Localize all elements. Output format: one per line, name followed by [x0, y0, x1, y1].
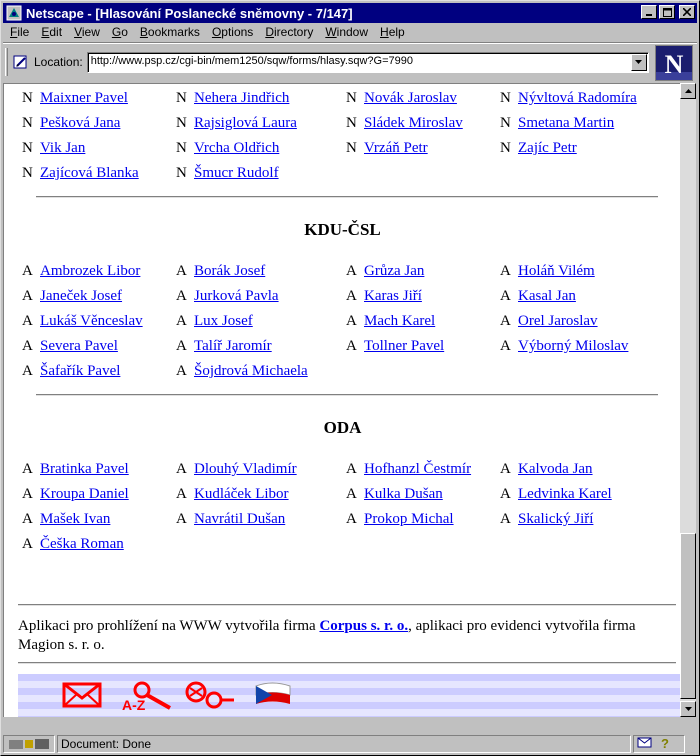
member-entry — [346, 313, 435, 330]
menu-item-label: ile — [17, 25, 30, 39]
member-link[interactable]: Sládek Miroslav — [364, 115, 463, 131]
member-entry — [22, 165, 139, 182]
member-entry — [176, 115, 297, 132]
member-row — [4, 288, 680, 308]
menu-item-accel: D — [265, 25, 274, 39]
member-entry — [22, 115, 120, 132]
vote-mark: A — [22, 461, 33, 477]
member-link[interactable]: Navrátil Dušan — [194, 511, 286, 527]
status-icons-panel — [633, 735, 685, 753]
menu-item-accel: G — [111, 25, 122, 39]
menu-item-label: dit — [49, 25, 63, 39]
member-link[interactable]: Holáň Vilém — [518, 263, 595, 279]
menu-item-accel: E — [41, 25, 50, 39]
vote-mark: A — [346, 338, 357, 354]
member-link[interactable]: Vik Jan — [40, 140, 86, 156]
member-row — [4, 363, 680, 383]
member-row — [4, 536, 680, 556]
member-link[interactable]: Vrzáň Petr — [364, 140, 428, 156]
member-entry — [22, 363, 120, 380]
scroll-down-button[interactable] — [680, 701, 696, 717]
menu-item[interactable] — [105, 25, 133, 39]
vote-mark: N — [346, 90, 357, 106]
member-link[interactable]: Zajícová Blanka — [40, 165, 139, 181]
member-entry — [176, 140, 279, 157]
close-button[interactable] — [679, 5, 695, 19]
menu-item[interactable] — [318, 25, 373, 39]
vote-mark: A — [346, 313, 357, 329]
vote-mark: A — [176, 288, 187, 304]
member-link[interactable]: Češka Roman — [40, 536, 124, 552]
member-link[interactable]: Nehera Jindřich — [194, 90, 290, 106]
vote-mark: N — [22, 140, 33, 156]
member-link[interactable]: Vrcha Oldřich — [194, 140, 280, 156]
member-link[interactable]: Prokop Michal — [364, 511, 454, 527]
member-link[interactable]: Kasal Jan — [518, 288, 576, 304]
member-link[interactable]: Šafařík Pavel — [40, 363, 121, 379]
member-entry — [22, 486, 129, 503]
vote-mark: A — [22, 313, 33, 329]
member-link[interactable]: Pešková Jana — [40, 115, 121, 131]
member-link[interactable]: Výborný Miloslav — [518, 338, 629, 354]
member-row — [4, 115, 680, 135]
mail-status-icon[interactable] — [637, 737, 653, 752]
vote-mark: A — [346, 486, 357, 502]
member-link[interactable]: Talíř Jaromír — [194, 338, 272, 354]
member-entry — [176, 288, 279, 305]
vote-mark: N — [22, 115, 33, 131]
member-link[interactable]: Šmucr Rudolf — [194, 165, 279, 181]
member-entry — [176, 363, 308, 380]
vote-mark: A — [176, 461, 187, 477]
security-key-icon — [7, 737, 51, 751]
member-entry — [500, 115, 614, 132]
member-entry — [346, 461, 471, 478]
member-entry — [176, 263, 265, 280]
window-title: Netscape - [Hlasování Poslanecké sněmovny - 7/147] — [26, 5, 353, 21]
member-link[interactable]: Rajsiglová Laura — [194, 115, 297, 131]
member-entry — [500, 90, 637, 107]
vote-mark: A — [22, 486, 33, 502]
member-entry — [22, 313, 143, 330]
svg-text:A-Z: A-Z — [122, 697, 146, 712]
vote-mark: A — [176, 511, 187, 527]
logo-letter: N — [664, 50, 684, 79]
member-entry — [22, 536, 124, 553]
location-url: http://www.psp.cz/cgi-bin/mem1250/sqw/forms/hlasy.sqw?G=7990 — [90, 54, 414, 67]
help-icon[interactable] — [659, 736, 673, 753]
party-heading: KDU-ČSL — [304, 220, 381, 239]
footer-credits — [18, 617, 658, 655]
vote-mark: N — [176, 140, 187, 156]
vote-mark: A — [500, 313, 511, 329]
member-link[interactable]: Zajíc Petr — [518, 140, 577, 156]
svg-text:?: ? — [661, 735, 669, 750]
vote-mark: A — [500, 486, 511, 502]
member-link[interactable]: Grůza Jan — [364, 263, 425, 279]
vote-mark: A — [500, 263, 511, 279]
member-entry — [500, 486, 612, 503]
member-link[interactable]: Mašek Ivan — [40, 511, 111, 527]
menu-item-label: irectory — [273, 25, 314, 39]
vote-mark: N — [176, 115, 187, 131]
menu-item[interactable] — [373, 25, 410, 39]
vote-mark: A — [346, 511, 357, 527]
vote-mark: A — [500, 288, 511, 304]
member-link[interactable]: Dlouhý Vladimír — [194, 461, 297, 477]
location-label: Location: — [34, 55, 83, 69]
member-link[interactable]: Šojdrová Michaela — [194, 363, 308, 379]
member-row — [4, 165, 680, 185]
member-entry — [346, 115, 463, 132]
vote-mark: A — [176, 313, 187, 329]
menu-item-accel: O — [211, 25, 222, 39]
divider — [36, 196, 658, 198]
member-entry — [500, 263, 595, 280]
location-input[interactable] — [87, 52, 649, 73]
vertical-scrollbar[interactable] — [680, 83, 696, 717]
member-entry — [22, 338, 118, 355]
member-link[interactable]: Jurková Pavla — [194, 288, 279, 304]
menu-item[interactable] — [133, 25, 205, 39]
member-link[interactable]: Skalický Jiří — [518, 511, 594, 527]
divider — [36, 394, 658, 396]
member-entry — [346, 288, 422, 305]
member-row — [4, 511, 680, 531]
maximize-icon — [663, 8, 672, 17]
divider — [18, 604, 676, 606]
scroll-up-button[interactable] — [680, 83, 696, 99]
member-entry — [176, 338, 272, 355]
a-z-index-icon[interactable] — [122, 680, 174, 717]
member-link[interactable]: Kulka Dušan — [364, 486, 443, 502]
menu-bar — [3, 23, 697, 41]
member-link[interactable]: Karas Jiří — [364, 288, 422, 304]
menu-item-label: o — [121, 25, 128, 39]
menu-item-label: elp — [388, 25, 405, 39]
status-text-panel — [57, 735, 631, 753]
vote-mark: N — [500, 140, 511, 156]
member-entry — [22, 140, 85, 157]
member-row — [4, 140, 680, 160]
member-entry — [500, 338, 628, 355]
member-entry — [176, 461, 297, 478]
close-icon — [683, 8, 691, 16]
footer-icon-band — [18, 674, 680, 717]
member-link[interactable]: Mach Karel — [364, 313, 436, 329]
menu-item-label: ptions — [221, 25, 254, 39]
czech-flag-icon[interactable] — [252, 680, 294, 715]
vote-mark: A — [346, 263, 357, 279]
member-link[interactable]: Severa Pavel — [40, 338, 118, 354]
vote-mark: A — [176, 263, 187, 279]
vote-mark: N — [176, 90, 187, 106]
scroll-thumb[interactable] — [680, 533, 696, 699]
toolbar-grip[interactable] — [5, 48, 8, 76]
netscape-app-icon[interactable] — [6, 5, 22, 21]
member-link[interactable]: Bratinka Pavel — [40, 461, 129, 477]
member-entry — [500, 511, 593, 528]
status-bar — [3, 734, 697, 754]
menu-item[interactable] — [67, 25, 105, 39]
member-link[interactable]: Smetana Martin — [518, 115, 615, 131]
menu-item[interactable] — [34, 25, 67, 39]
member-link[interactable]: Ledvinka Karel — [518, 486, 612, 502]
member-link[interactable]: Orel Jaroslav — [518, 313, 598, 329]
member-entry — [176, 486, 289, 503]
netscape-logo[interactable] — [655, 45, 693, 81]
menu-item-label: indow — [336, 25, 369, 39]
member-entry — [22, 511, 110, 528]
member-link[interactable]: Lux Josef — [194, 313, 253, 329]
vote-mark: A — [346, 461, 357, 477]
member-link[interactable]: Tollner Pavel — [364, 338, 445, 354]
member-row — [4, 313, 680, 333]
menu-item-accel: V — [74, 25, 82, 39]
member-entry — [22, 263, 140, 280]
vote-mark: A — [22, 536, 33, 552]
member-entry — [346, 90, 457, 107]
menu-item-accel: H — [380, 25, 389, 39]
vote-mark: N — [22, 90, 33, 106]
member-link[interactable]: Maixner Pavel — [40, 90, 128, 106]
menu-item[interactable] — [258, 25, 318, 39]
minimize-icon — [645, 8, 653, 16]
member-row — [4, 486, 680, 506]
chevron-down-icon — [635, 60, 642, 64]
member-link[interactable]: Ambrozek Libor — [40, 263, 141, 279]
member-entry — [346, 263, 424, 280]
vote-mark: A — [22, 288, 33, 304]
party-heading: ODA — [323, 418, 362, 437]
vote-mark: A — [22, 363, 33, 379]
mail-icon[interactable] — [62, 680, 102, 715]
corpus-link[interactable]: Corpus s. r. o. — [319, 618, 409, 634]
member-entry — [346, 511, 454, 528]
member-link[interactable]: Hofhanzl Čestmír — [364, 461, 472, 477]
security-indicator[interactable] — [3, 735, 55, 753]
member-entry — [346, 486, 443, 503]
footer-text-after: , aplikaci pro evidenci vytvořila firma Magion s. r. o. — [18, 618, 636, 653]
footer-text-before: Aplikaci pro prohlížení na WWW vytvořila firma — [18, 618, 320, 634]
menu-item[interactable] — [3, 25, 34, 39]
search-icon[interactable] — [184, 680, 236, 717]
vote-mark: N — [346, 115, 357, 131]
member-row — [4, 338, 680, 358]
member-entry — [176, 165, 279, 182]
member-entry — [500, 288, 576, 305]
vote-mark: A — [176, 486, 187, 502]
menu-item-accel: B — [139, 25, 148, 39]
vote-mark: A — [346, 288, 357, 304]
member-entry — [176, 511, 285, 528]
minimize-button[interactable] — [641, 5, 657, 19]
scrollbar-corner — [680, 717, 696, 733]
member-link[interactable]: Kudláček Libor — [194, 486, 289, 502]
vote-mark: A — [176, 338, 187, 354]
menu-item-accel: F — [10, 25, 18, 39]
divider — [18, 662, 676, 664]
vote-mark: N — [22, 165, 33, 181]
page-content — [3, 83, 680, 717]
member-link[interactable]: Borák Josef — [194, 263, 266, 279]
vote-mark: N — [500, 115, 511, 131]
menu-item-accel: W — [325, 25, 337, 39]
member-entry — [500, 140, 577, 157]
member-link[interactable]: Janeček Josef — [40, 288, 123, 304]
vote-mark: A — [22, 263, 33, 279]
member-entry — [346, 338, 444, 355]
member-link[interactable]: Novák Jaroslav — [364, 90, 457, 106]
member-entry — [500, 461, 593, 478]
vote-mark: A — [22, 338, 33, 354]
member-link[interactable]: Lukáš Věnceslav — [40, 313, 143, 329]
vote-mark: N — [176, 165, 187, 181]
menu-item-label: ookmarks — [147, 25, 200, 39]
arrow-down-icon — [685, 707, 692, 711]
bookmark-quickfile-icon[interactable] — [12, 53, 30, 71]
member-entry — [176, 313, 253, 330]
member-row — [4, 90, 680, 110]
member-entry — [22, 461, 129, 478]
menu-item[interactable] — [205, 25, 258, 39]
arrow-up-icon — [685, 89, 692, 93]
location-dropdown-button[interactable] — [631, 54, 647, 71]
member-entry — [22, 90, 128, 107]
vote-mark: A — [500, 461, 511, 477]
member-link[interactable]: Kroupa Daniel — [40, 486, 129, 502]
member-link[interactable]: Nývltová Radomíra — [518, 90, 637, 106]
member-entry — [346, 140, 428, 157]
menu-item-label: iew — [81, 25, 100, 39]
status-text: Document: Done — [61, 737, 152, 751]
vote-mark: A — [500, 511, 511, 527]
title-bar[interactable] — [3, 3, 697, 23]
vote-mark: N — [346, 140, 357, 156]
vote-mark: A — [22, 511, 33, 527]
member-entry — [176, 90, 289, 107]
vote-mark: N — [500, 90, 511, 106]
member-row — [4, 461, 680, 481]
member-row — [4, 263, 680, 283]
member-entry — [22, 288, 122, 305]
member-entry — [500, 313, 598, 330]
member-link[interactable]: Kalvoda Jan — [518, 461, 593, 477]
maximize-button[interactable] — [659, 5, 675, 19]
vote-mark: A — [176, 363, 187, 379]
location-toolbar — [3, 44, 697, 80]
vote-mark: A — [500, 338, 511, 354]
